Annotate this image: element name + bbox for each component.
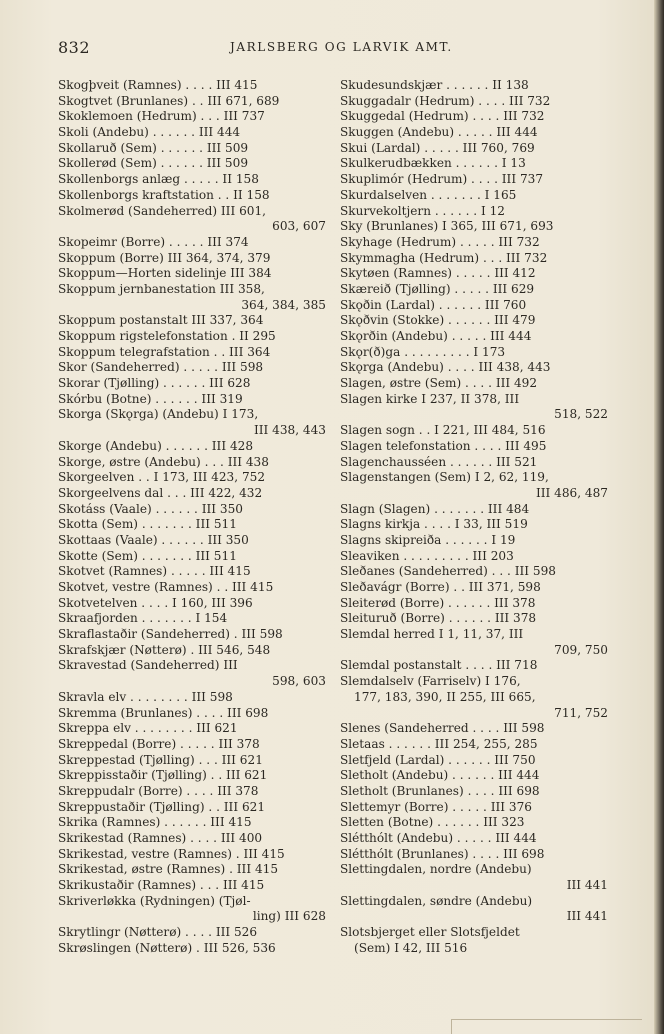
index-entry: Sleiterød (Borre) . . . . . . III 378 [340,595,536,610]
index-entry: Skǫrðin (Andebu) . . . . . III 444 [340,329,532,343]
index-entry: 364, 384, 385 [241,297,326,312]
index-entry: Slétthólt (Andebu) . . . . . III 444 [340,831,537,845]
page-header [58,38,618,62]
index-entry: Skrøslingen (Nøtterø) . III 526, 536 [58,940,276,955]
index-entry: Skæreið (Tjølling) . . . . . III 629 [340,281,535,296]
index-entry: Slagen kirke I 237, II 378, III [340,391,520,406]
index-entry: Skorgeelvens dal . . . III 422, 432 [58,485,263,500]
index-entry: Skuggedal (Hedrum) . . . . III 732 [340,109,545,124]
index-entry: III 438, 443 [253,423,326,438]
index-entry: Skravestad (Sandeherred) III [58,658,238,673]
index-entry: Slettingdalen, nordre (Andebu) [340,862,532,877]
index-entry: Skrytlingr (Nøtterø) . . . . III 526 [58,925,258,940]
index-entry: Slemdalselv (Farriselv) I 176, [340,674,521,689]
index-entry: Slétthólt (Brunlanes) . . . . III 698 [340,846,545,861]
index-entry: Sky (Brunlanes) I 365, III 671, 693 [340,219,554,234]
index-entry: Skoppum—Horten sidelinje III 384 [58,266,272,281]
index-entry: Sleðanes (Sandeherred) . . . III 598 [340,564,556,579]
index-entry: Sletholt (Brunlanes) . . . . III 698 [340,783,540,798]
index-entry: Sletten (Botne) . . . . . . III 323 [340,815,525,830]
index-entry: Skremma (Brunlanes) . . . . III 698 [58,705,269,720]
index-entry: Sleituruð (Borre) . . . . . . III 378 [340,611,537,626]
index-entry: 709, 750 [554,642,608,657]
index-entry: Skulkerudbækken . . . . . . I 13 [340,156,526,171]
index-entry: Slagen sogn . . I 221, III 484, 516 [340,423,546,438]
index-entry: Skreppudalr (Borre) . . . . III 378 [58,783,259,798]
index-entry: Skorge, østre (Andebu) . . . III 438 [58,454,269,469]
index-entry: Skyhage (Hedrum) . . . . . III 732 [340,234,540,249]
index-entry: Skreppa elv . . . . . . . . III 621 [58,721,238,736]
index-entry: Skraflastaðir (Sandeherred) . III 598 [58,627,283,642]
index-entry: Skurvekoltjern . . . . . . I 12 [340,203,505,218]
index-entry: Skudesundskjær . . . . . . II 138 [340,78,529,92]
page-corner-mark [451,1019,642,1034]
index-entry: Skuplimór (Hedrum) . . . . III 737 [340,172,544,187]
index-entry: Skuggen (Andebu) . . . . . III 444 [340,125,538,140]
index-entry: Skriverløkka (Rydningen) (Tjøl- [58,893,251,908]
index-entry: Skotta (Sem) . . . . . . . III 511 [58,517,237,532]
index-entry: Skorga (Skǫrga) (Andebu) I 173, [58,407,259,422]
index-entry: Skrikestad, vestre (Ramnes) . III 415 [58,846,285,861]
index-entry: Skollerød (Sem) . . . . . . III 509 [58,156,249,171]
index-entry: 603, 607 [272,219,326,234]
index-entry: Skotte (Sem) . . . . . . . III 511 [58,548,237,563]
index-entry: Skor (Sandeherred) . . . . . III 598 [58,360,264,375]
index-entry: 711, 752 [554,705,608,720]
index-entry: 518, 522 [554,407,608,422]
index-entry: Skorar (Tjølling) . . . . . . III 628 [58,376,251,391]
index-column-left [58,78,328,957]
index-entry: Skórbu (Botne) . . . . . . III 319 [58,391,243,406]
index-entry: Sletholt (Andebu) . . . . . . III 444 [340,768,540,783]
index-entry: Skreppedal (Borre) . . . . . III 378 [58,736,260,751]
index-entry: III 486, 487 [535,485,608,500]
index-entry: 177, 183, 390, II 255, III 665, [354,689,536,704]
index-entry: Slettingdalen, søndre (Andebu) [340,893,533,908]
index-entry: Skrika (Ramnes) . . . . . . III 415 [58,815,252,830]
index-entry: Skolmerød (Sandeherred) III 601, [58,203,267,218]
index-entry: Skrafskjær (Nøtterø) . III 546, 548 [58,642,271,657]
index-entry: Sletfjeld (Lardal) . . . . . . III 750 [340,752,536,767]
index-entry: Skui (Lardal) . . . . . III 760, 769 [340,140,535,155]
index-entry: III 441 [566,878,608,893]
index-entry: Sleðavágr (Borre) . . III 371, 598 [340,580,541,594]
index-entry: Slagn (Slagen) . . . . . . . III 484 [340,501,530,516]
index-entry: Slagns kirkja . . . . I 33, III 519 [340,517,528,532]
index-entry: Skotvet, vestre (Ramnes) . . III 415 [58,580,274,594]
index-entry: Skrikustaðir (Ramnes) . . . III 415 [58,878,265,893]
index-column-right [340,78,610,957]
index-entry: Skreppestad (Tjølling) . . . III 621 [58,752,263,767]
index-entry: Skravla elv . . . . . . . . III 598 [58,689,233,704]
index-entry: Skoppum jernbanestation III 358, [58,281,265,296]
index-entry: Slagns skipreiða . . . . . . I 19 [340,532,516,547]
index-entry: ling) III 628 [252,909,326,924]
index-entry: Skotvetelven . . . . I 160, III 396 [58,595,253,610]
index-entry: Skoppum postanstalt III 337, 364 [58,313,264,328]
index-entry: Sletaas . . . . . . III 254, 255, 285 [340,736,538,751]
index-entry: Skraafjorden . . . . . . . I 154 [58,611,228,626]
running-title: JARLSBERG OG LARVIK AMT. [230,40,453,54]
index-entry: Skotáss (Vaale) . . . . . . III 350 [58,501,243,516]
index-entry: Skotvet (Ramnes) . . . . . III 415 [58,564,251,579]
index-entry: Skollenborgs kraftstation . . II 158 [58,187,270,202]
index-entry: Slettemyr (Borre) . . . . . III 376 [340,799,532,814]
index-entry: Skrikestad (Ramnes) . . . . III 400 [58,831,263,845]
index-entry: Skreppisstaðir (Tjølling) . . III 621 [58,768,268,783]
index-entry: (Sem) I 42, III 516 [354,940,468,955]
index-entry: Skrikestad, østre (Ramnes) . III 415 [58,862,279,877]
index-entry: Skogþveit (Ramnes) . . . . III 415 [58,78,258,92]
index-entry: Skǫðin (Lardal) . . . . . . III 760 [340,297,527,312]
index-entry: Skoppum (Borre) III 364, 374, 379 [58,250,271,265]
index-entry: Slagenchausséen . . . . . . III 521 [340,454,538,469]
index-entry: Skorge (Andebu) . . . . . . III 428 [58,438,254,453]
index-entry: Skǫr(ð)ga . . . . . . . . . I 173 [340,344,506,359]
index-entry: Skottaas (Vaale) . . . . . . III 350 [58,532,249,547]
index-entry: 598, 603 [272,674,326,689]
index-entry: Sleaviken . . . . . . . . . III 203 [340,548,514,563]
index-entry: Skoklemoen (Hedrum) . . . III 737 [58,109,265,124]
index-entry: Slagen, østre (Sem) . . . . III 492 [340,376,538,391]
index-entry: Skoli (Andebu) . . . . . . III 444 [58,125,241,140]
index-entry: Skuggadalr (Hedrum) . . . . III 732 [340,93,551,108]
index-entry: Skǫðvin (Stokke) . . . . . . III 479 [340,313,536,328]
index-entry: III 441 [566,909,608,924]
index-entry: Skogtvet (Brunlanes) . . III 671, 689 [58,93,280,108]
index-entry: Skǫrga (Andebu) . . . . III 438, 443 [340,360,551,375]
index-entry: Skoppum telegrafstation . . III 364 [58,344,271,359]
index-entry: Slotsbjerget eller Slotsfjeldet [340,925,520,940]
index-entry: Slenes (Sandeherred . . . . III 598 [340,721,545,736]
book-spine-edge [654,0,664,1034]
index-entry: Skurdalselven . . . . . . . I 165 [340,187,517,202]
index-entry: Skollaruð (Sem) . . . . . . III 509 [58,140,249,155]
index-entry: Skollenborgs anlæg . . . . . II 158 [58,172,259,187]
index-entry: Slagen telefonstation . . . . III 495 [340,438,547,453]
index-entry: Slemdal postanstalt . . . . III 718 [340,658,538,673]
index-entry: Skorgeelven . . I 173, III 423, 752 [58,470,266,485]
index-entry: Skopeimr (Borre) . . . . . III 374 [58,234,249,249]
index-entry: Slemdal herred I 1, 11, 37, III [340,627,524,642]
index-entry: Skymmagha (Hedrum) . . . III 732 [340,250,548,265]
index-entry: Skreppustaðir (Tjølling) . . III 621 [58,799,266,814]
index-entry: Skoppum rigstelefonstation . II 295 [58,329,276,343]
index-entry: Skytøen (Ramnes) . . . . . III 412 [340,266,536,281]
page-number: 832 [58,38,91,57]
index-entry: Slagenstangen (Sem) I 2, 62, 119, [340,470,549,485]
